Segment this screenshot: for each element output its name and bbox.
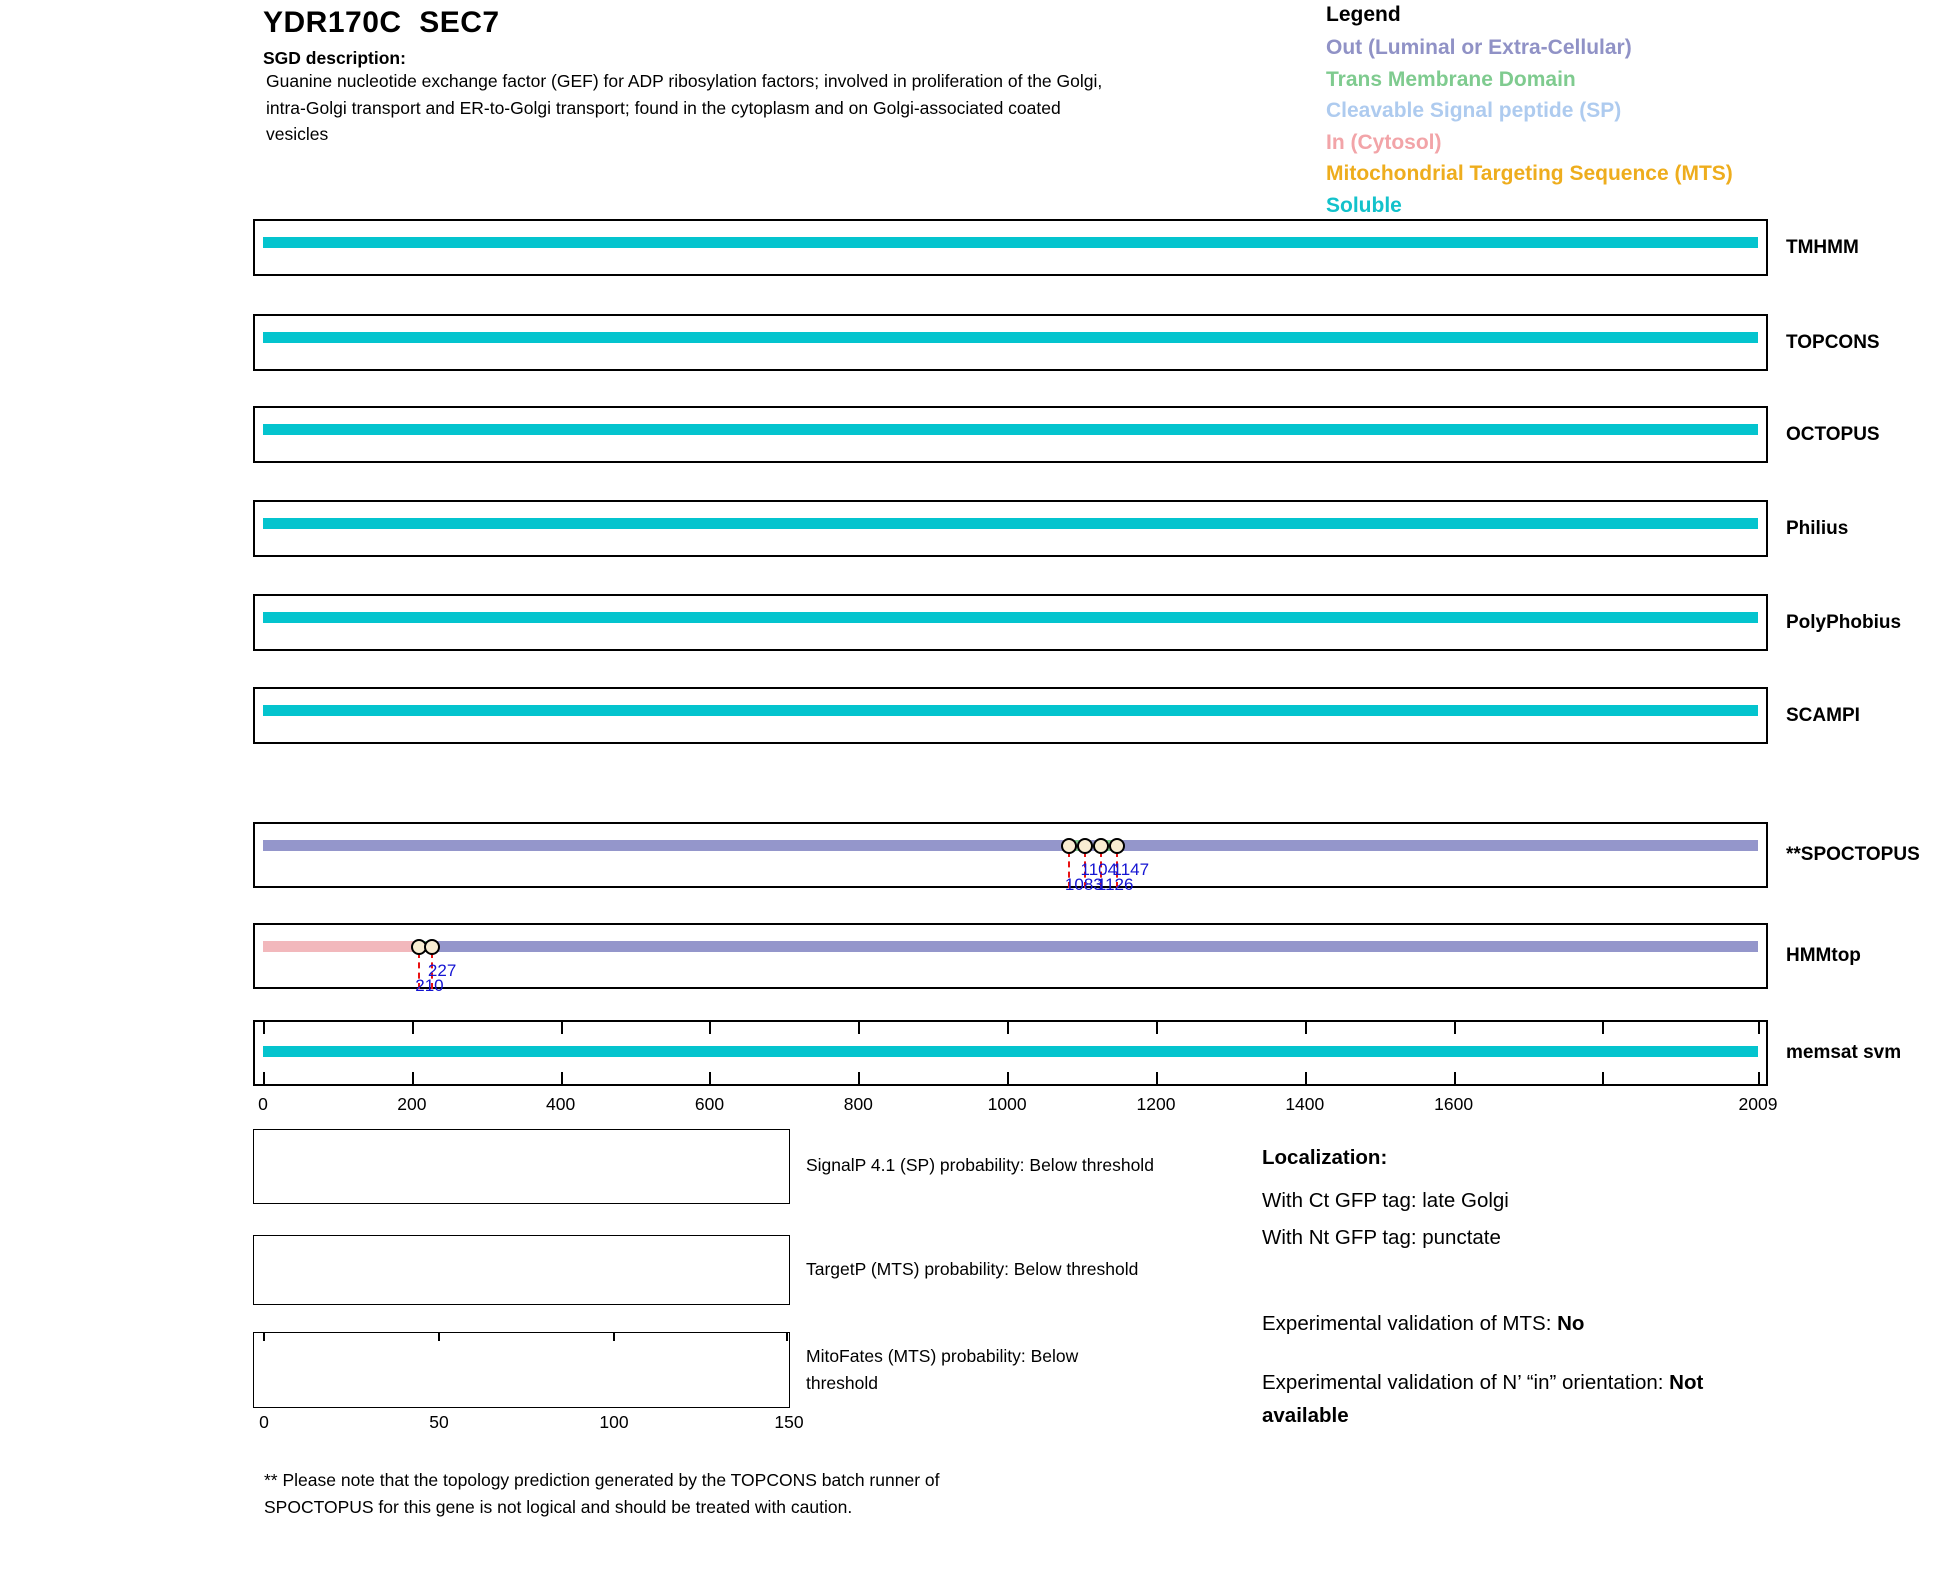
- sgd-description-line: vesicles: [266, 124, 329, 144]
- mitofates-tick: [786, 1333, 788, 1341]
- topology-segment-soluble: [263, 1046, 1758, 1057]
- localization-ct-gfp: With Ct GFP tag: late Golgi: [1262, 1189, 1509, 1212]
- sequence-axis-label: 0: [258, 1094, 268, 1114]
- sequence-ruler-tick: [1602, 1072, 1604, 1084]
- track-box-scampi: [253, 687, 1768, 744]
- track-box-polyphobius: [253, 594, 1768, 651]
- orientation-validation: [1262, 1366, 1754, 1432]
- legend-entry-soluble: Soluble: [1326, 193, 1402, 217]
- mitofates-axis-label: 150: [774, 1412, 804, 1432]
- sequence-ruler-tick: [263, 1022, 265, 1034]
- mitofates-tick: [438, 1333, 440, 1341]
- sequence-ruler-tick: [412, 1022, 414, 1034]
- sequence-axis-label: 400: [546, 1094, 576, 1114]
- legend-entry-out: Out (Luminal or Extra-Cellular): [1326, 36, 1632, 59]
- sequence-axis-label: 600: [694, 1094, 725, 1114]
- tm-boundary-marker: [1061, 838, 1077, 854]
- mitofates-probability-plot: [253, 1332, 790, 1408]
- mitofates-axis-label: 50: [429, 1412, 449, 1432]
- legend-entry-sp: Cleavable Signal peptide (SP): [1326, 99, 1622, 122]
- track-label-hmmtop: HMMtop: [1786, 945, 1861, 966]
- orientation-validation-value: Not available: [1262, 1371, 1704, 1427]
- residue-number-annotation: 1104: [1080, 860, 1118, 879]
- track-box-octopus: [253, 406, 1768, 463]
- sequence-axis-label: 1600: [1434, 1094, 1474, 1114]
- sequence-axis-label: 1000: [987, 1094, 1027, 1114]
- track-box-philius: [253, 500, 1768, 557]
- legend-entry-tm: Trans Membrane Domain: [1326, 67, 1576, 91]
- topology-segment-soluble: [263, 705, 1758, 716]
- mitofates-probability-label: MitoFates (MTS) probability: Below threshold: [806, 1346, 1079, 1393]
- footnote-line: ** Please note that the topology prediction generated by the TOPCONS batch runner of: [264, 1470, 940, 1490]
- topology-segment-soluble: [263, 332, 1758, 343]
- sequence-ruler-tick: [1454, 1072, 1456, 1084]
- sequence-ruler-tick: [1602, 1022, 1604, 1034]
- track-box-topcons: [253, 314, 1768, 371]
- sequence-ruler-tick: [561, 1022, 563, 1034]
- tm-boundary-marker: [424, 939, 440, 955]
- track-label-topcons: TOPCONS: [1786, 331, 1880, 353]
- tm-boundary-marker: [1077, 838, 1093, 854]
- footnote-line: SPOCTOPUS for this gene is not logical and should be treated with caution.: [264, 1497, 853, 1517]
- sequence-ruler-tick: [1007, 1022, 1009, 1034]
- track-label-scampi: SCAMPI: [1786, 704, 1860, 726]
- sequence-ruler-tick: [1007, 1072, 1009, 1084]
- mitofates-axis-label: 0: [259, 1412, 269, 1432]
- track-box-spoctopus: [253, 822, 1768, 894]
- topology-segment-soluble: [263, 518, 1758, 529]
- topology-segment-soluble: [263, 424, 1758, 435]
- sgd-description-heading: SGD description:: [263, 48, 406, 68]
- topology-segment-out: [432, 941, 1758, 952]
- targetp-probability-label: TargetP (MTS) probability: Below threshold: [806, 1259, 1139, 1279]
- sgd-description-line: Guanine nucleotide exchange factor (GEF) for ADP ribosylation factors; involved in proliferation of the Golgi,: [266, 71, 1103, 91]
- topology-segment-soluble: [263, 237, 1758, 248]
- mitofates-tick: [613, 1333, 615, 1341]
- sequence-axis-label: 800: [843, 1094, 873, 1114]
- sgd-description-line: intra-Golgi transport and ER-to-Golgi transport; found in the cytoplasm and on Golgi-associated coated: [266, 97, 1061, 118]
- track-label-tmhmm: TMHMM: [1786, 236, 1859, 258]
- legend-entry-mts: Mitochondrial Targeting Sequence (MTS): [1326, 162, 1733, 185]
- track-label-philius: Philius: [1786, 517, 1849, 539]
- residue-number-annotation: 210: [415, 976, 444, 995]
- sequence-ruler-tick: [1305, 1072, 1307, 1084]
- track-label-spoctopus: **SPOCTOPUS: [1786, 844, 1920, 865]
- track-label-octopus: OCTOPUS: [1786, 423, 1880, 445]
- legend-title: Legend: [1326, 3, 1401, 26]
- sequence-ruler-tick: [858, 1072, 860, 1084]
- track-box-tmhmm: [253, 219, 1768, 276]
- track-label-polyphobius: PolyPhobius: [1786, 611, 1902, 633]
- signalp-probability-plot: [253, 1129, 790, 1204]
- tm-boundary-marker: [1109, 838, 1125, 854]
- topology-segment-in: [263, 941, 419, 952]
- spoctopus-footnote: [264, 1467, 939, 1521]
- page-title: YDR170C SEC7: [263, 6, 500, 39]
- residue-number-annotation: 1147: [1112, 860, 1150, 879]
- residue-number-annotation: 1083: [1064, 875, 1103, 894]
- sequence-axis-label: 1400: [1285, 1094, 1325, 1114]
- residue-number-annotation: 1126: [1096, 875, 1134, 894]
- sequence-axis-label: 2009: [1738, 1094, 1778, 1114]
- mts-validation: [1262, 1307, 1584, 1340]
- residue-number-annotation: 227: [427, 961, 457, 980]
- sequence-axis-label: 200: [397, 1094, 427, 1114]
- legend-entry-in: In (Cytosol): [1326, 130, 1442, 154]
- sequence-ruler-tick: [1156, 1022, 1158, 1034]
- sequence-ruler-tick: [1758, 1072, 1760, 1084]
- sequence-ruler-tick: [263, 1072, 265, 1084]
- tm-boundary-marker: [1093, 838, 1109, 854]
- sequence-ruler-tick: [1305, 1022, 1307, 1034]
- mts-validation-label: Experimental validation of MTS:: [1262, 1312, 1558, 1335]
- sequence-ruler-tick: [1454, 1022, 1456, 1034]
- mitofates-tick: [263, 1333, 265, 1341]
- orientation-validation-label: Experimental validation of N’ “in” orientation:: [1262, 1371, 1670, 1394]
- sequence-axis-label: 1200: [1136, 1094, 1176, 1114]
- track-box-memsat-svm: [253, 1020, 1768, 1086]
- sequence-ruler-tick: [709, 1022, 711, 1034]
- track-label-memsat-svm: memsat svm: [1786, 1042, 1902, 1063]
- mitofates-axis-label: 100: [599, 1412, 629, 1432]
- sequence-ruler-tick: [709, 1072, 711, 1084]
- localization-heading: Localization:: [1262, 1146, 1388, 1169]
- targetp-probability-plot: [253, 1235, 790, 1305]
- sequence-axis: [0, 1094, 1950, 1118]
- mts-validation-value: No: [1557, 1312, 1585, 1335]
- sequence-ruler-tick: [1758, 1022, 1760, 1034]
- sequence-ruler-tick: [1156, 1072, 1158, 1084]
- sequence-ruler-tick: [561, 1072, 563, 1084]
- signalp-probability-label: SignalP 4.1 (SP) probability: Below threshold: [806, 1155, 1154, 1175]
- sequence-ruler-tick: [412, 1072, 414, 1084]
- topology-segment-soluble: [263, 612, 1758, 623]
- sequence-ruler-tick: [858, 1022, 860, 1034]
- track-box-hmmtop: [253, 923, 1768, 995]
- localization-nt-gfp: With Nt GFP tag: punctate: [1262, 1226, 1501, 1249]
- topology-segment-out: [263, 840, 1758, 851]
